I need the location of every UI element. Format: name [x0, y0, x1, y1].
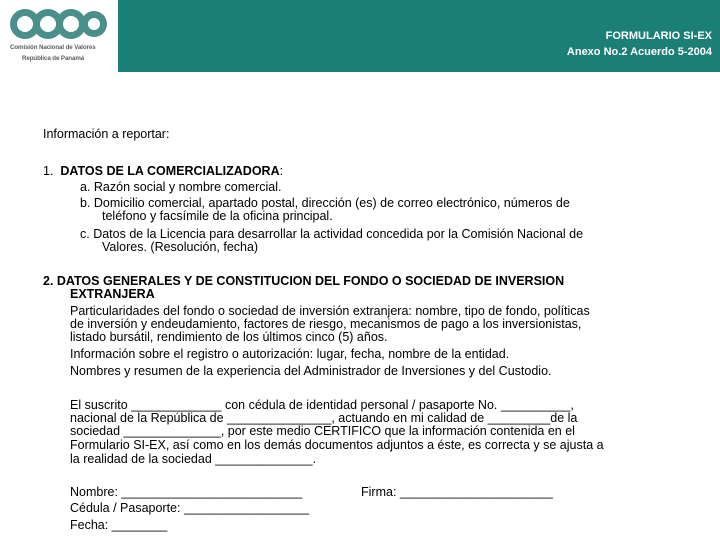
certification-line: Formulario SI-EX, así como en los demás documentos adjuntos a éste, es correcta y se ajusta a	[70, 438, 604, 452]
section2-line: listado bursátil, rendimiento de los últimos cinco (5) años.	[70, 330, 388, 344]
section2-line: Nombres y resumen de la experiencia del Administrador de Inversiones y del Custodio.	[70, 364, 552, 378]
nombre-field: Nombre: __________________________	[70, 485, 303, 499]
section2-line: de inversión y endeudamiento, factores de riesgo, mecanismos de pago a los inversionistas,	[70, 317, 582, 331]
certification-line: El suscrito _____________ con cédula de identidad personal / pasaporte No. __________,	[70, 398, 574, 412]
section1-heading	[43, 164, 283, 178]
logo-org-name: Comisión Nacional de Valores	[10, 44, 96, 51]
section2-title-cont: EXTRANJERA	[70, 287, 155, 301]
section1-item-c-cont: Valores. (Resolución, fecha)	[102, 240, 259, 254]
fecha-field: Fecha: ________	[70, 518, 168, 532]
section1-item-b-cont: teléfono y facsímile de la oficina principal.	[102, 209, 333, 223]
section1-number: 1.	[43, 164, 54, 178]
certification-line: nacional de la República de _______________, actuando en mi calidad de _________de la	[70, 411, 578, 425]
firma-field: Firma: ______________________	[361, 485, 553, 499]
logo-country: República de Panamá	[22, 55, 85, 62]
intro-text: Información a reportar:	[43, 127, 170, 141]
section1-colon: :	[279, 164, 284, 178]
form-subtitle: Anexo No.2 Acuerdo 5-2004	[566, 46, 712, 58]
section2-line: Particularidades del fondo o sociedad de inversión extranjera: nombre, tipo de fondo, políticas	[70, 304, 590, 318]
section1-title: DATOS DE LA COMERCIALIZADORA	[60, 164, 280, 178]
section2-title: 2. DATOS GENERALES Y DE CONSTITUCION DEL FONDO O SOCIEDAD DE INVERSION	[43, 274, 565, 288]
form-title: FORMULARIO SI-EX	[605, 30, 712, 42]
cedula-field: Cédula / Pasaporte: __________________	[70, 501, 310, 515]
certification-line: la realidad de la sociedad ______________.	[70, 452, 317, 466]
section1-item-c: c. Datos de la Licencia para desarrollar la actividad concedida por la Comisión Nacional de	[80, 227, 584, 241]
section1-item-b: b. Domicilio comercial, apartado postal, dirección (es) de correo electrónico, números de	[80, 196, 570, 210]
section1-item-a: a. Razón social y nombre comercial.	[80, 180, 282, 194]
certification-line: sociedad ______________, por este medio CERTIFICO que la información contenida en el	[70, 424, 575, 438]
section2-line: Información sobre el registro o autorización: lugar, fecha, nombre de la entidad.	[70, 347, 510, 361]
